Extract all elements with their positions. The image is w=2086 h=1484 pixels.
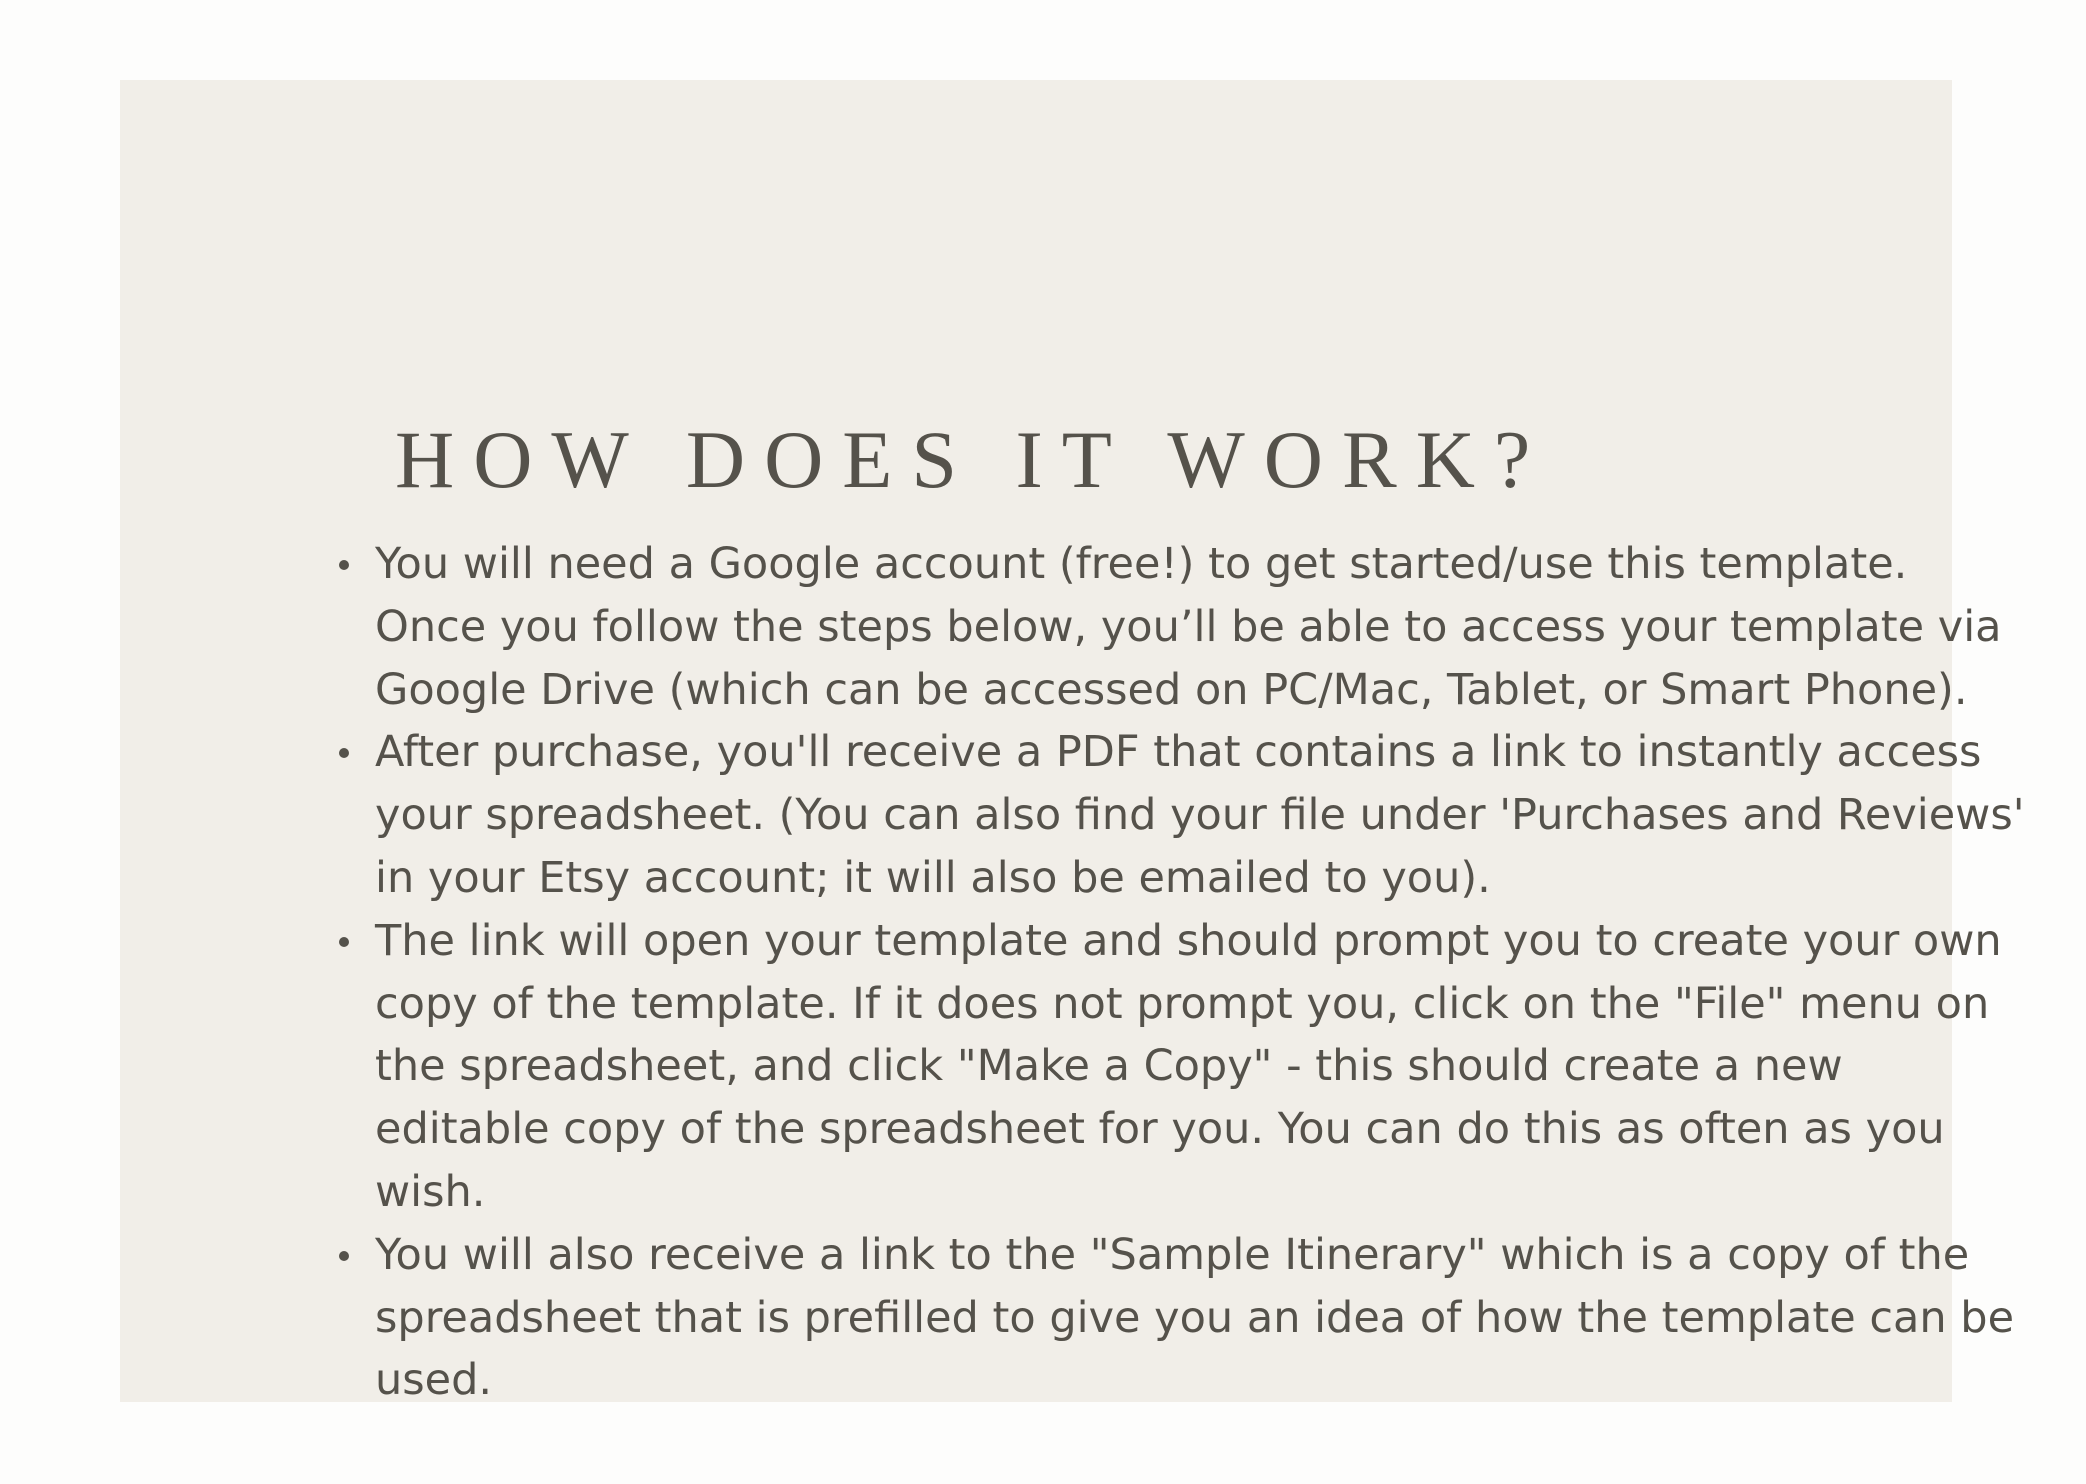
steps-list: [335, 533, 2025, 1412]
step-text: You will need a Google account (free!) to get started/use this template. Once you follow the steps below, you’ll be able to access your template via Google Drive (which can be accessed on PC/Mac, Tablet, or Smart Phone).: [375, 539, 2002, 715]
list-item: [335, 910, 2025, 1224]
info-card: [120, 80, 2025, 1406]
list-item: [335, 1224, 2025, 1412]
bullet-icon: [339, 560, 349, 570]
step-text: After purchase, you'll receive a PDF that contains a link to instantly access your spreadsheet. (You can also find your file under 'Purchases and Reviews' in your Etsy account; it will also be emailed to you).: [375, 727, 2025, 903]
list-item: [335, 721, 2025, 909]
bullet-icon: [339, 937, 349, 947]
step-text: You will also receive a link to the "Sample Itinerary" which is a copy of the spreadsheet that is prefilled to give you an idea of how the template can be used.: [375, 1229, 2015, 1406]
bullet-icon: [339, 1251, 349, 1261]
bullet-icon: [339, 748, 349, 758]
page-title: HOW DOES IT WORK?: [395, 414, 1550, 505]
step-text: The link will open your template and should prompt you to create your own copy of the template. If it does not prompt you, click on the "File" menu on the spreadsheet, and click "Make a Copy" - this should create a new editable copy of the spreadsheet for you. You can do this as often as you wish.: [375, 915, 2002, 1217]
list-item: [335, 533, 2025, 721]
